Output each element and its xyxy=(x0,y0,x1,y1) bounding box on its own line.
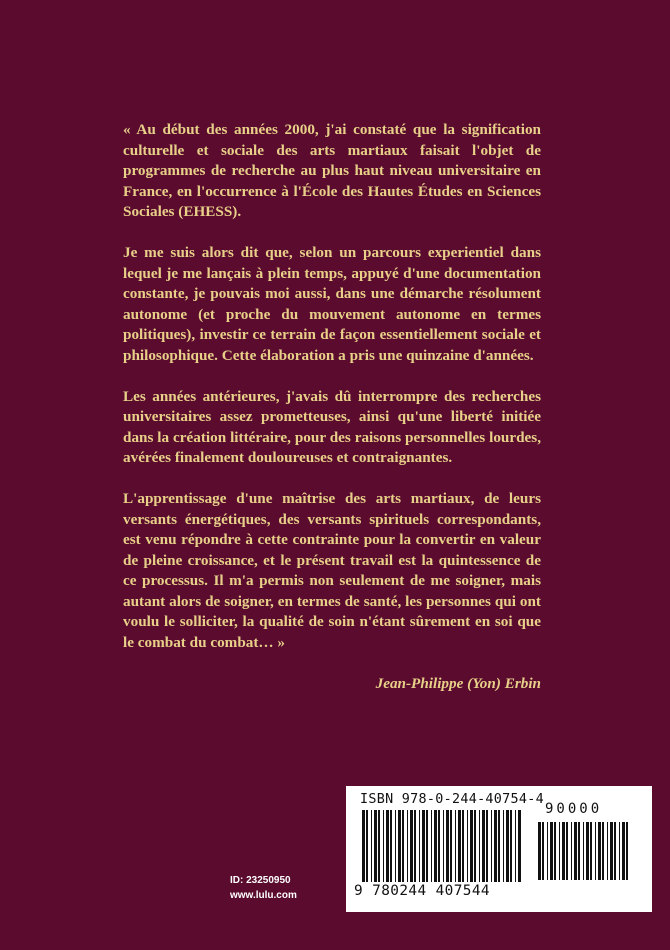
barcode-bar xyxy=(438,810,440,882)
barcode-bar xyxy=(443,810,444,882)
barcode-bar xyxy=(586,822,589,880)
barcode-bar xyxy=(515,810,516,882)
blurb-paragraph-2: Je me suis alors dit que, selon un parcours experientiel dans lequel je me lançais à plein temps, appuyé d'une documentation constante, je pouvais moi aussi, dans une démarche résolument autonome (et proche du mouvement autonome en termes politiques), investir ce terrain de façon essentiellement sociale et philosophique. Cette élaboration a pris une quinzaine d'années. xyxy=(123,243,541,364)
barcode-bar xyxy=(622,822,625,880)
barcode-bar xyxy=(434,810,437,882)
barcode-bar xyxy=(547,822,548,880)
addon-digits: 90000 xyxy=(545,801,603,817)
barcode-bar xyxy=(626,822,628,880)
ean-digits: 9 780244 407544 xyxy=(354,883,490,899)
blurb-paragraph-3: Les années antérieures, j'avais dû interrompre des recherches universitaires assez prometteuses, ainsi qu'une liberté initiée dans la création littéraire, pour des raisons personnelles lourdes, avérées finalement douloureuses et contraignantes. xyxy=(123,387,541,467)
barcode-bar xyxy=(410,810,413,882)
barcode-bar xyxy=(398,810,401,882)
barcode-bar xyxy=(426,810,428,882)
barcode-bar xyxy=(510,810,512,882)
publisher-id: ID: 23250950 xyxy=(230,875,291,886)
barcode-bar xyxy=(486,810,488,882)
ean-barcode-bars xyxy=(362,810,524,882)
barcode-bar xyxy=(491,810,492,882)
barcode-bar xyxy=(562,822,565,880)
addon-barcode-bars xyxy=(538,822,630,880)
barcode-bar xyxy=(538,822,541,880)
barcode-bar xyxy=(619,822,620,880)
barcode-bar xyxy=(362,810,365,882)
barcode-bar xyxy=(578,822,580,880)
isbn-barcode xyxy=(346,786,652,912)
barcode-bar xyxy=(607,822,608,880)
barcode-bar xyxy=(431,810,432,882)
barcode-bar xyxy=(458,810,461,882)
barcode-bar xyxy=(378,810,380,882)
publisher-url: www.lulu.com xyxy=(230,890,297,901)
barcode-bar xyxy=(518,810,521,882)
barcode-bar xyxy=(559,822,560,880)
barcode-bar xyxy=(419,810,420,882)
barcode-bar xyxy=(498,810,500,882)
barcode-bar xyxy=(450,810,452,882)
barcode-bar xyxy=(554,822,556,880)
barcode-bar xyxy=(371,810,372,882)
barcode-bar xyxy=(583,822,584,880)
barcode-bar xyxy=(590,822,592,880)
barcode-bar xyxy=(602,822,604,880)
barcode-bar xyxy=(566,822,568,880)
barcode-bar xyxy=(390,810,392,882)
barcode-bar xyxy=(395,810,396,882)
barcode-bar xyxy=(414,810,416,882)
blurb-paragraph-4: L'apprentissage d'une maîtrise des arts martiaux, de leurs versants énergétiques, des versants spirituels correspondants, est venu répondre à cette contrainte pour la convertir en valeur de pleine croissance, et le présent travail est la quintessence de ce processus. Il m'a permis non seulement de me soigner, mais autant alors de soigner, en termes de santé, les personnes qui ont voulu le solliciter, la qualité de soin n'étant sûrement en soi que le combat du combat… » xyxy=(123,489,541,652)
barcode-bar xyxy=(455,810,456,882)
barcode-bar xyxy=(462,810,464,882)
barcode-bar xyxy=(503,810,504,882)
barcode-bar xyxy=(422,810,425,882)
publisher-info xyxy=(230,873,340,903)
barcode-bar xyxy=(366,810,368,882)
author-signature: Jean-Philippe (Yon) Erbin xyxy=(375,674,541,692)
barcode-bar xyxy=(407,810,408,882)
barcode-bar xyxy=(402,810,404,882)
barcode-bar xyxy=(467,810,468,882)
barcode-bar xyxy=(386,810,389,882)
barcode-bar xyxy=(383,810,384,882)
barcode-bar xyxy=(374,810,377,882)
isbn-label: ISBN 978-0-244-40754-4 xyxy=(360,792,544,807)
barcode-bar xyxy=(470,810,473,882)
barcode-bar xyxy=(550,822,553,880)
barcode-bar xyxy=(595,822,596,880)
barcode-bar xyxy=(574,822,577,880)
barcode-bar xyxy=(610,822,613,880)
barcode-bar xyxy=(506,810,509,882)
barcode-bar xyxy=(494,810,497,882)
barcode-bar xyxy=(614,822,616,880)
barcode-bar xyxy=(479,810,480,882)
barcode-bar xyxy=(571,822,572,880)
barcode-bar xyxy=(598,822,601,880)
barcode-bar xyxy=(474,810,476,882)
blurb-text xyxy=(123,120,541,694)
barcode-bar xyxy=(482,810,485,882)
blurb-paragraph-1: « Au début des années 2000, j'ai constaté que la signification culturelle et sociale des arts martiaux faisait l'objet de programmes de recherche au plus haut niveau universitaire en France, en l'occurrence à l'École des Hautes Études en Sciences Sociales (EHESS). xyxy=(123,121,541,221)
barcode-bar xyxy=(446,810,449,882)
barcode-bar xyxy=(542,822,544,880)
